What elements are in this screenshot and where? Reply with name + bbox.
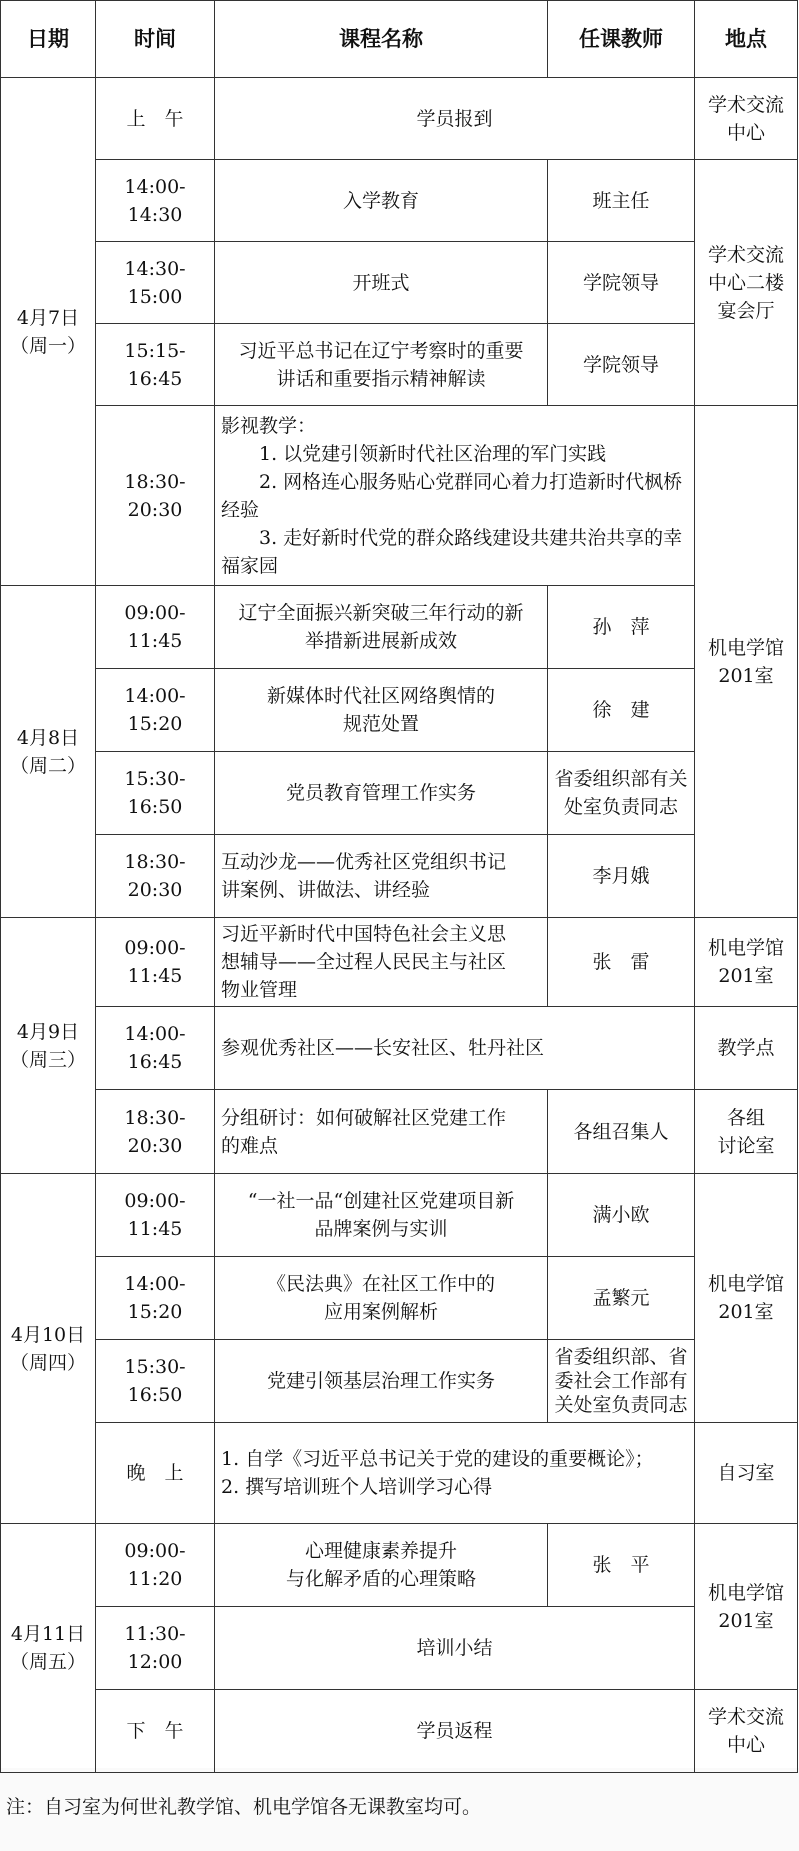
table-row (1, 1090, 798, 1174)
table-row (1, 324, 798, 406)
table-row (1, 406, 798, 586)
location-cell: 自习室 (695, 1423, 798, 1524)
course-cell: 互动沙龙——优秀社区党组织书记 讲案例、讲做法、讲经验 (215, 835, 548, 918)
teacher-cell: 张 雷 (548, 918, 695, 1007)
date-cell: 4月7日 （周一） (1, 78, 96, 586)
header-date: 日期 (1, 1, 96, 78)
course-cell: 分组研讨：如何破解社区党建工作 的难点 (215, 1090, 548, 1174)
time-cell: 09:00-11:45 (96, 918, 215, 1007)
time-cell: 18:30-20:30 (96, 406, 215, 586)
time-cell: 14:00-15:20 (96, 669, 215, 752)
time-cell: 14:00-15:20 (96, 1257, 215, 1340)
table-row (1, 669, 798, 752)
time-cell: 18:30-20:30 (96, 1090, 215, 1174)
location-cell: 教学点 (695, 1007, 798, 1090)
teacher-cell: 满小欧 (548, 1174, 695, 1257)
course-cell: 党建引领基层治理工作实务 (215, 1340, 548, 1423)
date-cell: 4月11日 （周五） (1, 1524, 96, 1773)
course-item: 2. 撰写培训班个人培训学习心得 (221, 1476, 493, 1498)
course-cell: 党员教育管理工作实务 (215, 752, 548, 835)
teacher-cell: 学院领导 (548, 242, 695, 324)
location-cell: 学术交流 中心二楼 宴会厅 (695, 160, 798, 406)
time-cell: 09:00-11:45 (96, 1174, 215, 1257)
table-row (1, 835, 798, 918)
footnote: 注：自习室为何世礼教学馆、机电学馆各无课教室均可。 (6, 1796, 482, 1818)
teacher-cell: 李月娥 (548, 835, 695, 918)
time-cell: 15:30-16:50 (96, 752, 215, 835)
table-row (1, 160, 798, 242)
location-cell: 机电学馆 201室 (695, 1174, 798, 1423)
table-row (1, 1607, 798, 1690)
teacher-cell: 孟繁元 (548, 1257, 695, 1340)
table-row (1, 586, 798, 669)
time-cell: 09:00-11:20 (96, 1524, 215, 1607)
table-row (1, 1340, 798, 1423)
time-cell: 上 午 (96, 78, 215, 160)
table-row (1, 1257, 798, 1340)
teacher-cell: 班主任 (548, 160, 695, 242)
course-cell: 培训小结 (215, 1607, 695, 1690)
teacher-cell: 省委组织部、省 委社会工作部有 关处室负责同志 (548, 1340, 695, 1423)
date-cell: 4月8日 （周二） (1, 586, 96, 918)
course-cell: 习近平新时代中国特色社会主义思 想辅导——全过程人民民主与社区 物业管理 (215, 918, 548, 1007)
date-cell: 4月10日 （周四） (1, 1174, 96, 1524)
header-teacher: 任课教师 (548, 1, 695, 78)
course-item: 3. 走好新时代党的群众路线建设共建共治共享的幸福家园 (221, 526, 683, 577)
time-cell: 18:30-20:30 (96, 835, 215, 918)
course-cell: 新媒体时代社区网络舆情的 规范处置 (215, 669, 548, 752)
header-time: 时间 (96, 1, 215, 78)
course-cell: 辽宁全面振兴新突破三年行动的新 举措新进展新成效 (215, 586, 548, 669)
course-item: 1. 自学《习近平总书记关于党的建设的重要概论》； (221, 1448, 654, 1470)
course-title: 影视教学： (221, 414, 317, 437)
time-cell: 09:00-11:45 (96, 586, 215, 669)
teacher-cell: 徐 建 (548, 669, 695, 752)
course-cell: 《民法典》在社区工作中的 应用案例解析 (215, 1257, 548, 1340)
time-cell: 14:30-15:00 (96, 242, 215, 324)
header-course: 课程名称 (215, 1, 548, 78)
time-cell: 15:15-16:45 (96, 324, 215, 406)
location-cell: 机电学馆 201室 (695, 918, 798, 1007)
course-cell: 参观优秀社区——长安社区、牡丹社区 (215, 1007, 695, 1090)
location-cell: 各组 讨论室 (695, 1090, 798, 1174)
location-cell: 机电学馆 201室 (695, 1524, 798, 1690)
table-row (1, 1690, 798, 1773)
time-cell: 14:00-16:45 (96, 1007, 215, 1090)
course-item: 1. 以党建引领新时代社区治理的军门实践 (259, 442, 607, 465)
teacher-cell: 孙 萍 (548, 586, 695, 669)
time-cell: 11:30-12:00 (96, 1607, 215, 1690)
teacher-cell: 学院领导 (548, 324, 695, 406)
course-cell: 学员返程 (215, 1690, 695, 1773)
time-cell: 晚 上 (96, 1423, 215, 1524)
location-cell: 学术交流 中心 (695, 78, 798, 160)
course-cell: 入学教育 (215, 160, 548, 242)
course-cell: 学员报到 (215, 78, 695, 160)
table-row (1, 1174, 798, 1257)
table-row (1, 78, 798, 160)
teacher-cell: 各组召集人 (548, 1090, 695, 1174)
course-cell: 开班式 (215, 242, 548, 324)
course-cell (215, 406, 695, 586)
table-row (1, 242, 798, 324)
time-cell: 14:00-14:30 (96, 160, 215, 242)
course-cell: 心理健康素养提升 与化解矛盾的心理策略 (215, 1524, 548, 1607)
time-cell: 15:30-16:50 (96, 1340, 215, 1423)
teacher-cell: 张 平 (548, 1524, 695, 1607)
table-row (1, 1007, 798, 1090)
course-cell: “一社一品“创建社区党建项目新 品牌案例与实训 (215, 1174, 548, 1257)
table-row (1, 918, 798, 1007)
header-location: 地点 (695, 1, 798, 78)
date-cell: 4月9日 （周三） (1, 918, 96, 1174)
table-row (1, 1524, 798, 1607)
table-row (1, 1423, 798, 1524)
location-cell: 机电学馆 201室 (695, 406, 798, 918)
course-item: 2. 网格连心服务贴心党群同心着力打造新时代枫桥经验 (221, 470, 683, 521)
header-row (1, 1, 798, 78)
course-cell (215, 1423, 695, 1524)
table-row (1, 752, 798, 835)
time-cell: 下 午 (96, 1690, 215, 1773)
course-cell: 习近平总书记在辽宁考察时的重要 讲话和重要指示精神解读 (215, 324, 548, 406)
teacher-cell: 省委组织部有关 处室负责同志 (548, 752, 695, 835)
location-cell: 学术交流 中心 (695, 1690, 798, 1773)
